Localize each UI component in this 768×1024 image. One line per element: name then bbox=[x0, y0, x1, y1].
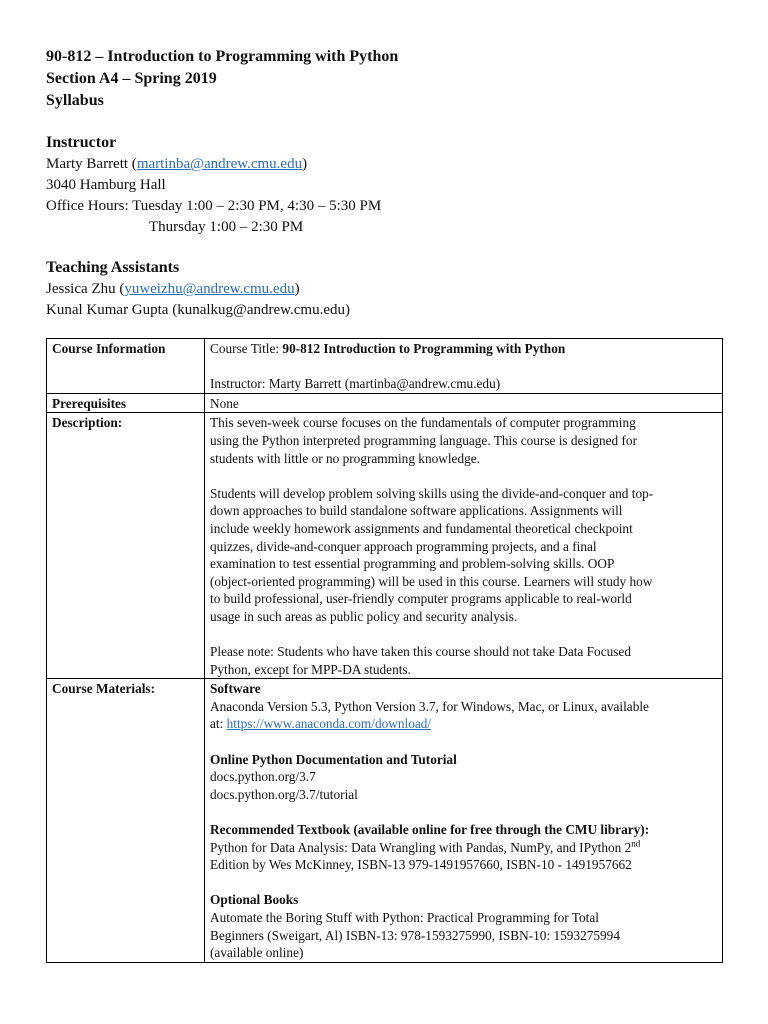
course-title: 90-812 Introduction to Programming with Python bbox=[282, 341, 566, 356]
office-location: 3040 Hamburg Hall bbox=[46, 177, 166, 193]
docs-line1: docs.python.org/3.7 bbox=[210, 769, 316, 785]
software-line2: at: https://www.anaconda.com/download/ bbox=[210, 716, 432, 732]
software-heading: Software bbox=[210, 681, 261, 697]
ta-heading: Teaching Assistants bbox=[46, 259, 180, 276]
course-instructor: Instructor: Marty Barrett (martinba@andrew.cmu.edu) bbox=[210, 376, 501, 392]
materials-value bbox=[205, 679, 723, 963]
optional-line3: (available online) bbox=[210, 945, 304, 961]
textbook-heading: Recommended Textbook (available online for free through the CMU library): bbox=[210, 822, 650, 838]
course-title-prefix: Course Title: bbox=[210, 341, 283, 356]
instructor-heading: Instructor bbox=[46, 134, 117, 151]
description-para2: Students will develop problem solving skills using the divide-and-conquer and top- down approaches to build standalone software applications. Assignments will include weekly homework assignments and fundamental theoretical checkpoint quizzes, divide-and-conquer approach programming projects, and a final examination to test essential programming and problem-solving skills. OOP (object-oriented programming) will be used in this course. Learners will study how to build professional, user-friendly computer programs applicable to real-world usage in such areas as public policy and security analysis. bbox=[210, 485, 654, 624]
office-hours-line1: Office Hours: Tuesday 1:00 – 2:30 PM, 4:30 – 5:30 PM bbox=[46, 198, 382, 214]
ta-kunal: Kunal Kumar Gupta (kunalkug@andrew.cmu.edu) bbox=[46, 302, 350, 318]
materials-label: Course Materials: bbox=[47, 679, 205, 963]
syllabus-page bbox=[46, 46, 726, 321]
course-info-value bbox=[205, 339, 723, 394]
description-label: Description: bbox=[47, 413, 205, 679]
office-hours-line2: Thursday 1:00 – 2:30 PM bbox=[149, 219, 304, 235]
instructor-name: Marty Barrett (martinba@andrew.cmu.edu) bbox=[46, 156, 308, 172]
document-title: Syllabus bbox=[46, 92, 104, 109]
table-row-materials bbox=[47, 679, 723, 963]
textbook-line1: Python for Data Analysis: Data Wrangling with Pandas, NumPy, and IPython 2nd bbox=[210, 838, 641, 855]
anaconda-download-link[interactable]: https://www.anaconda.com/download/ bbox=[226, 716, 432, 732]
ta-jessica: Jessica Zhu (yuweizhu@andrew.cmu.edu) bbox=[46, 281, 300, 297]
docs-line2: docs.python.org/3.7/tutorial bbox=[210, 786, 358, 802]
optional-line1: Automate the Boring Stuff with Python: Practical Programming for Total bbox=[210, 910, 599, 925]
course-info-table bbox=[46, 338, 723, 963]
table-row-course-info bbox=[47, 339, 723, 394]
optional-books-heading: Optional Books bbox=[210, 892, 299, 908]
section-term: Section A4 – Spring 2019 bbox=[46, 70, 217, 87]
instructor-email-link[interactable]: martinba@andrew.cmu.edu bbox=[136, 156, 303, 172]
description-para1: This seven-week course focuses on the fundamentals of computer programming using the Python interpreted programming language. This course is designed for students with little or no programming knowledge. bbox=[210, 415, 638, 466]
prereq-label: Prerequisites bbox=[47, 393, 205, 413]
description-value bbox=[205, 413, 723, 679]
ta-jessica-email-link[interactable]: yuweizhu@andrew.cmu.edu bbox=[124, 281, 295, 297]
prereq-value: None bbox=[205, 393, 723, 413]
software-line1: Anaconda Version 5.3, Python Version 3.7, for Windows, Mac, or Linux, available bbox=[210, 698, 649, 714]
textbook-line2: Edition by Wes McKinney, ISBN-13 979-1491957660, ISBN-10 - 1491957662 bbox=[210, 857, 632, 873]
optional-line2: Beginners (Sweigart, Al) ISBN-13: 978-1593275990, ISBN-10: 1593275994 bbox=[210, 927, 620, 943]
docs-heading: Online Python Documentation and Tutorial bbox=[210, 751, 457, 767]
table-row-prereq bbox=[47, 393, 723, 413]
course-info-label: Course Information bbox=[47, 339, 205, 394]
course-code-title: 90-812 – Introduction to Programming with Python bbox=[46, 48, 399, 65]
table-row-description bbox=[47, 413, 723, 679]
description-note: Please note: Students who have taken this course should not take Data Focused Python, except for MPP-DA students. bbox=[210, 644, 631, 677]
